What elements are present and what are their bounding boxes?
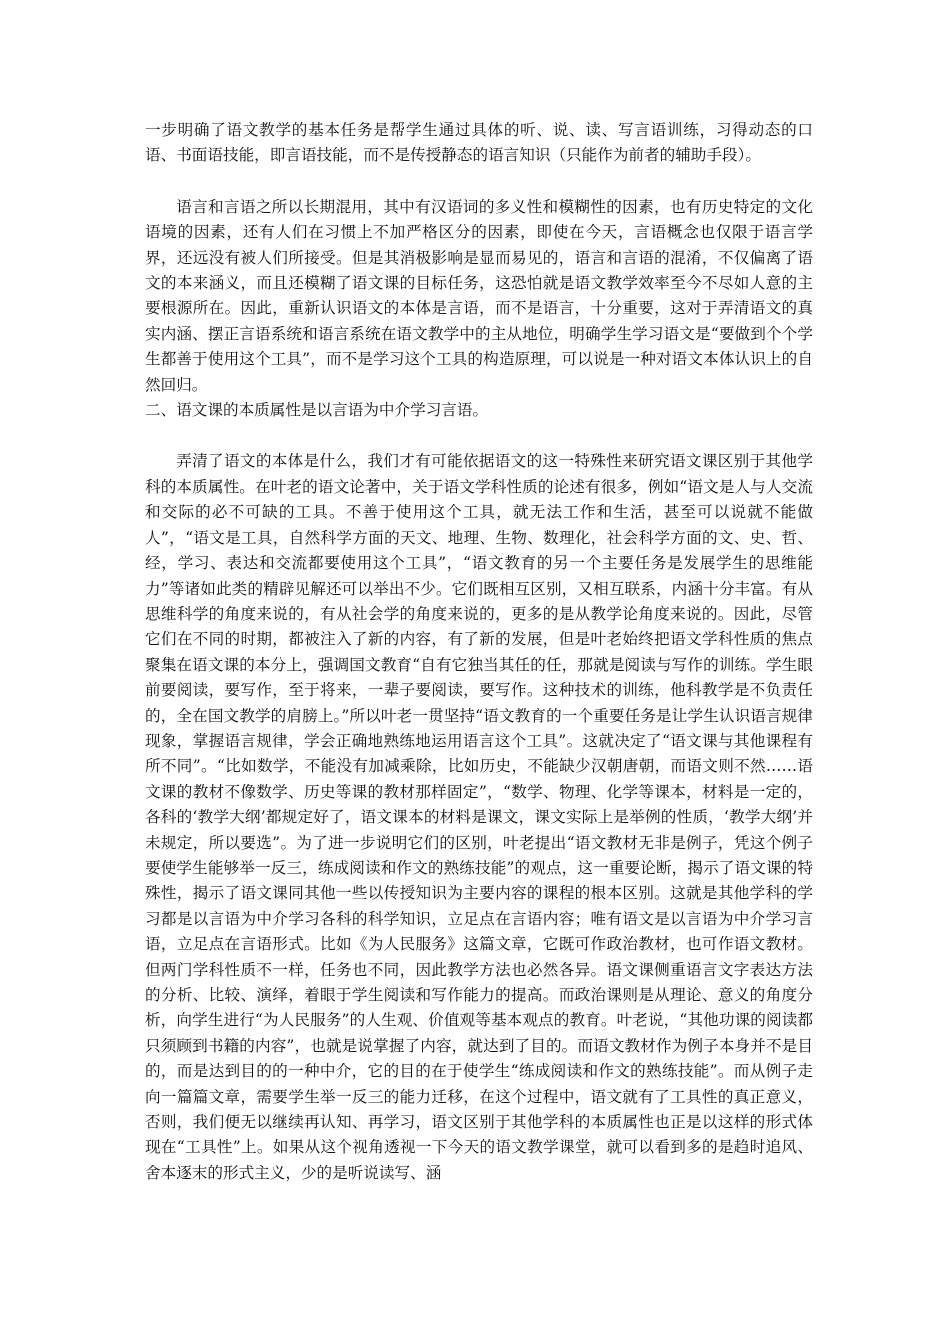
section-heading: 二、语文课的本质属性是以言语为中介学习言语。: [145, 401, 489, 420]
paragraph-continuation: 一步明确了语文教学的基本任务是帮学生通过具体的听、说、读、写言语训练，习得动态的口语、书面语技能，即言语技能，而不是传授静态的语言知识（只能作为前者的辅助手段）。: [145, 121, 813, 165]
document-body: [145, 118, 813, 1186]
paragraph-language-speech: 语言和言语之所以长期混用，其中有汉语词的多义性和模糊性的因素，也有历史特定的文化语境的因素，还有人们在习惯上不加严格区分的因素，即使在今天，言语概念也仅限于语言学界，还远没有被人们所接受。但是其消极影响是显而易见的，语言和言语的混淆，不仅偏离了语文的本来涵义，而且还模糊了语文课的目标任务，这恐怕就是语文教学效率至今不尽如人意的主要根源所在。因此，重新认识语文的本体是言语，而不是语言，十分重要，这对于弄清语文的真实内涵、摆正言语系统和语言系统在语文教学中的主从地位，明确学生学习语文是“要做到个个学生都善于使用这个工具”，而不是学习这个工具的构造原理，可以说是一种对语文本体认识上的自然回归。: [145, 197, 813, 394]
paragraph-essential-attribute: 弄清了语文的本体是什么，我们才有可能依据语文的这一特殊性来研究语文课区别于其他学科的本质属性。在叶老的语文论著中，关于语文学科性质的论述有很多，例如“语文是人与人交流和交际的必不可缺的工具。不善于使用这个工具，就无法工作和生活，甚至可以说就不能做人”，“语文是工具，自然科学方面的天文、地理、生物、数理化，社会科学方面的文、史、哲、经，学习、表达和交流都要使用这个工具”，“语文教育的另一个主要任务是发展学生的思维能力”等诸如此类的精辟见解还可以举出不少。它们既相互区别，又相互联系，内涵十分丰富。有从思维科学的角度来说的，有从社会学的角度来说的，更多的是从教学论角度来说的。因此，尽管它们在不同的时期，都被注入了新的内容，有了新的发展，但是叶老始终把语文学科性质的焦点聚集在语文课的本分上，强调国文教育“自有它独当其任的任，那就是阅读与写作的训练。学生眼前要阅读，要写作，至于将来，一辈子要阅读，要写作。这种技术的训练，他科教学是不负责任的，全在国文教学的肩膀上。”所以叶老一贯坚持“语文教育的一个重要任务是让学生认识语言规律现象，掌握语言规律，学会正确地熟练地运用语言这个工具”。这就决定了“语文课与其他课程有所不同”。“比如数学，不能没有加减乘除，比如历史，不能缺少汉朝唐朝，而语文则不然……语文课的教材不像数学、历史等课的教材那样固定”，“数学、物理、化学等课本，材料是一定的，各科的‘教学大纲’都规定好了，语文课本的材料是课文，课文实际上是举例的性质，‘教学大纲’并未规定，所以要选”。为了进一步说明它们的区别，叶老提出“语文教材无非是例子，凭这个例子要使学生能够举一反三，练成阅读和作文的熟练技能”的观点，这一重要论断，揭示了语文课的特殊性，揭示了语文课同其他一些以传授知识为主要内容的课程的根本区别。这就是其他学科的学习都是以言语为中介学习各科的科学知识，立足点在言语内容；唯有语文是以言语为中介学习言语，立足点在言语形式。比如《为人民服务》这篇文章，它既可作政治教材，也可作语文教材。但两门学科性质不一样，任务也不同，因此教学方法也必然各异。语文课侧重语言文字表达方法的分析、比较、演绎，着眼于学生阅读和写作能力的提高。而政治课则是从理论、意义的角度分析，向学生进行“为人民服务”的人生观、价值观等基本观点的教育。叶老说，“其他功课的阅读都只须顾到书籍的内容”，也就是说掌握了内容，就达到了目的。而语文教材作为例子本身并不是目的，而是达到目的的一种中介，它的目的在于使学生“练成阅读和作文的熟练技能”。而从例子走向一篇篇文章，需要学生举一反三的能力迁移，在这个过程中，语文就有了工具性的真正意义，否则，我们便无以继续再认知、再学习，语文区别于其他学科的本质属性也正是以这样的形式体现在“工具性”上。如果从这个视角透视一下今天的语文教学课堂，就可以看到多的是趋时追风、舍本逐末的形式主义，少的是听说读写、涵: [145, 452, 813, 1182]
